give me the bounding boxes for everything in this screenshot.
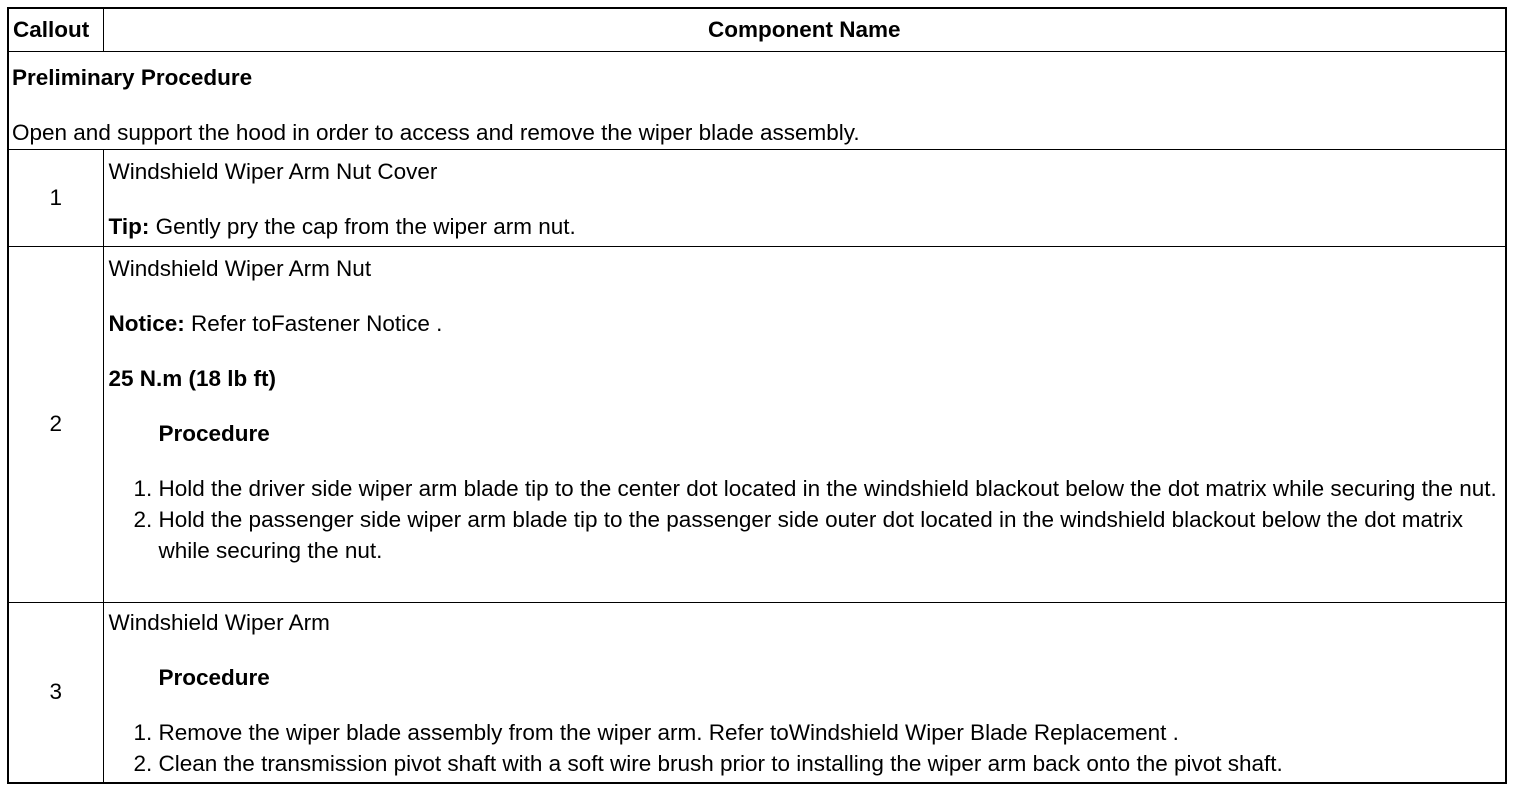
tip-text: Gently pry the cap from the wiper arm nut. [149,213,576,239]
table-row [9,246,1505,602]
procedure-step: 2. Clean the transmission pivot shaft with a soft wire brush prior to installing the wiper arm back onto the pivot shaft. [159,748,1500,779]
component-name: Windshield Wiper Arm [108,609,330,635]
procedure-step: 2. Hold the passenger side wiper arm blade tip to the passenger side outer dot located in the windshield blackout below the dot matrix while securing the nut. [159,504,1500,566]
callout-header: Callout [9,9,103,51]
procedure-table-container [7,7,1507,784]
callout-number: 3 [9,602,103,782]
procedure-title: Procedure [158,420,270,446]
procedure-table [9,9,1505,782]
component-name: Windshield Wiper Arm Nut [108,255,372,281]
component-name: Windshield Wiper Arm Nut Cover [108,158,438,184]
procedure-step: 1. Hold the driver side wiper arm blade tip to the center dot located in the windshield blackout below the dot matrix while securing the nut. [159,473,1500,504]
tip-label: Tip: [108,213,150,239]
procedure-title: Procedure [158,664,270,690]
component-cell [103,246,1505,602]
procedure-steps [109,717,1500,779]
notice-label: Notice: [108,310,185,336]
header-row [9,9,1505,51]
component-cell [103,149,1505,246]
tip-note [109,211,1500,242]
notice-note [109,308,1500,339]
torque-spec: 25 N.m (18 lb ft) [108,365,277,391]
component-name-header: Component Name [103,9,1505,51]
table-row [9,602,1505,782]
preliminary-title: Preliminary Procedure [12,64,253,90]
callout-number: 2 [9,246,103,602]
component-cell [103,602,1505,782]
preliminary-row [9,51,1505,149]
callout-number: 1 [9,149,103,246]
notice-text: Refer toFastener Notice . [184,310,443,336]
procedure-step: 1. Remove the wiper blade assembly from the wiper arm. Refer toWindshield Wiper Blade Replacement . [159,717,1500,748]
preliminary-cell [9,51,1505,149]
preliminary-text: Open and support the hood in order to access and remove the wiper blade assembly. [12,119,860,145]
procedure-steps [109,473,1500,566]
table-row [9,149,1505,246]
